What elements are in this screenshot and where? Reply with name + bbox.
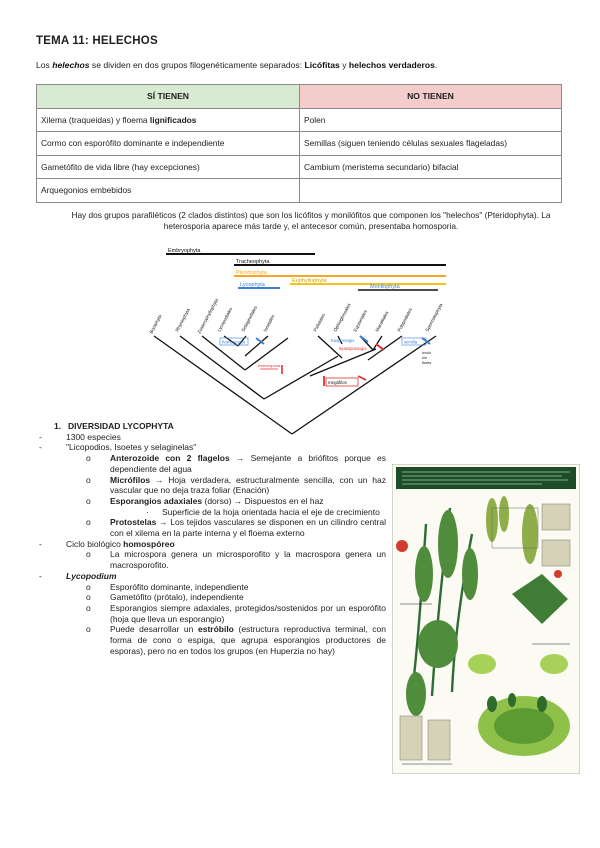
- outline-text-part: → Semejante a briófitos porque es dependiente del agua: [110, 453, 386, 474]
- tip-polypodiales: Polypodiales: [396, 307, 414, 333]
- cell-si: [37, 108, 300, 132]
- bullet-marker: -: [39, 442, 42, 453]
- cell-text: Cormo con esporófito dominante e independiente: [41, 138, 225, 148]
- outline-item: [36, 475, 386, 496]
- label-embryophyta: Embryophyta: [168, 248, 201, 254]
- outline-text-part: Esporangios siempre adaxiales, protegidos/sostenidos por un esporófito (hoja que lleva un esporangio): [110, 602, 386, 624]
- outline-text-part: Anterozoide con 2 flagelos: [110, 453, 230, 464]
- outline-text-part: Esporangios adaxiales: [110, 495, 203, 506]
- outline-text: [66, 571, 386, 582]
- outline-text-part: → Los tejidos vasculares se disponen en un cilindro central con el xilema en la parte interna y el floema externo: [110, 517, 386, 539]
- outline-item: [36, 517, 386, 538]
- bullet-marker: ·: [146, 506, 149, 517]
- table-row: [37, 132, 562, 156]
- outline-item: [36, 624, 386, 656]
- outline-item: [36, 592, 386, 603]
- tip-marattiales: Marattiales: [374, 310, 390, 333]
- cell-si: [37, 155, 300, 179]
- lycopodium-life-cycle-plate: [392, 464, 580, 774]
- outline-text-part: Micrófilos: [110, 474, 151, 485]
- cell-si: [37, 179, 300, 203]
- cell-no: Cambium (meristema secundario) bifacial: [300, 155, 562, 179]
- label-pteridophyta: Pteridophyta: [236, 270, 267, 276]
- outline-text: [162, 507, 386, 518]
- lycophyta-outline: [36, 421, 386, 656]
- leptosporangio-label: leptosporangio: [339, 346, 367, 351]
- tip-zosterophyllophyta: Zosterophyllophyta: [196, 297, 220, 335]
- bullet-marker: 1.: [54, 421, 62, 431]
- tree-branches: [154, 336, 436, 434]
- outline-text-part: (dorso) → Dispuestos en el haz: [202, 495, 324, 506]
- outline-text-part: homospóreo: [123, 538, 175, 549]
- intro-helechos: helechos: [52, 60, 90, 70]
- outline-text: [66, 442, 386, 453]
- table-row: [37, 155, 562, 179]
- outline-text-part: Esporófito dominante, independiente: [110, 581, 249, 592]
- outline-text: [110, 624, 386, 656]
- side-note-ovulo: óvulo: [422, 351, 432, 355]
- phylogenetic-tree: [140, 246, 460, 436]
- bullet-marker: o: [86, 592, 91, 603]
- outline-item: [36, 442, 386, 453]
- bullet-marker: o: [86, 495, 91, 506]
- bullet-marker: -: [39, 538, 42, 549]
- outline-text: [110, 582, 386, 593]
- tip-psilotales: Psilotales: [312, 312, 327, 333]
- outline-item: [36, 571, 386, 582]
- bullet-marker: o: [86, 549, 91, 560]
- tip-bryophyta: Bryophyta: [148, 313, 163, 335]
- cell-no: Semillas (siguen teniendo células sexuales flageladas): [300, 132, 562, 156]
- bullet-marker: o: [86, 517, 91, 528]
- outline-item: [36, 496, 386, 507]
- intro-sentence: [36, 60, 437, 71]
- outline-text-part: estróbilo: [197, 624, 234, 635]
- paraphyly-paragraph: Hay dos grupos parafiléticos (2 clados distintos) que son los licófitos y monilófitos que componen los "helechos" (Pteridophyta). La heterosporia aparece más tarde y, el antecesor común, presentaba homosporia.: [71, 210, 551, 232]
- intro-text: Los: [36, 60, 53, 70]
- outline-text: [110, 517, 386, 538]
- homosporia-mark: [220, 338, 264, 345]
- homosporia-label: homosporia: [222, 339, 245, 345]
- label-tracheophyta: Tracheophyta: [236, 259, 270, 265]
- outline-text-part: Gametófito (prótalo), independiente: [110, 592, 244, 603]
- outline-text-part: La microspora genera un microsporofito y la macrospora genera un macrosporofito.: [110, 549, 386, 571]
- outline-item: [36, 539, 386, 550]
- outline-item: [36, 603, 386, 624]
- intro-licofitas: Licófitas: [304, 60, 340, 70]
- outline-text-part: Superficie de la hoja orientada hacia el eje de crecimiento: [162, 506, 380, 517]
- outline-item: [36, 432, 386, 443]
- cell-text: Gametófito de vida libre (hay excepciones): [41, 161, 200, 172]
- cell-bold: lignificados: [149, 114, 197, 125]
- side-note-sin: sin: [422, 356, 427, 360]
- cell-no: Polen: [300, 108, 562, 132]
- outline-item: [36, 421, 386, 432]
- bullet-marker: o: [86, 453, 91, 464]
- bullet-marker: -: [39, 570, 42, 581]
- outline-text: [66, 539, 386, 550]
- megafilos-label: megáfilos: [328, 380, 347, 385]
- outline-text: [66, 432, 386, 443]
- tip-selaginellales: Selaginellales: [240, 305, 259, 333]
- label-monilophyta: Monilophyta: [370, 284, 400, 290]
- outline-text-part: Ciclo biológico: [66, 538, 124, 549]
- tip-isoetales: Isoetales: [262, 313, 276, 333]
- outline-text-part: → Hoja verdadera, estructuralmente sencilla, con un haz vascular que no deja traza foliar (Enación): [110, 474, 386, 496]
- outline-item: [36, 453, 386, 474]
- table-row: [37, 179, 562, 203]
- outline-text: [110, 603, 386, 624]
- outline-text: [110, 475, 386, 496]
- bullet-marker: o: [86, 581, 91, 592]
- outline-text-part: Puede desarrollar un: [110, 624, 198, 635]
- comparison-table: [36, 84, 562, 203]
- outline-text: [110, 453, 386, 474]
- header-no-tienen: NO TIENEN: [300, 85, 562, 109]
- outline-text-part: DIVERSIDAD LYCOPHYTA: [68, 421, 174, 431]
- outline-text-part: 1300 especies: [66, 431, 121, 442]
- bullet-marker: o: [86, 474, 91, 485]
- bullet-marker: o: [86, 624, 91, 635]
- cell-text: Xilema (traqueidas) y floema: [41, 114, 150, 125]
- semilla-label: semilla: [404, 339, 418, 345]
- label-lycophyta: Lycophyta: [240, 282, 265, 288]
- intro-helechos-verdaderos: helechos verdaderos: [348, 60, 435, 70]
- semilla-mark: [402, 338, 431, 365]
- page-title: TEMA 11: HELECHOS: [36, 35, 158, 47]
- tip-ophioglossales: Ophioglossales: [332, 302, 352, 333]
- cell-no: [300, 179, 562, 203]
- tip-spermatophyta: Spermatophyta: [424, 302, 444, 333]
- cell-si: [37, 132, 300, 156]
- table-row: [37, 108, 562, 132]
- outline-text: [110, 549, 386, 570]
- bullet-marker: -: [39, 431, 42, 442]
- label-euphyllophyta: Euphyllophyta: [292, 278, 327, 284]
- outline-text-part: Protostelas: [110, 517, 157, 528]
- outline-text-part: (estructura reproductiva terminal, con forma de cono o espiga, que agrupa esporangios productores de esporas), pero no en todos los grupos (en Huperzia no hay): [110, 624, 386, 656]
- intro-text: y: [339, 60, 349, 70]
- cell-text: Arquegonios embebidos: [41, 185, 132, 195]
- side-note-flores: flores: [422, 361, 432, 365]
- outline-text: [110, 496, 386, 507]
- outline-item: [36, 507, 386, 518]
- outline-text-part: Lycopodium: [66, 570, 117, 581]
- outline-item: [36, 582, 386, 593]
- outline-text: [110, 592, 386, 603]
- outline-item: [36, 549, 386, 570]
- heterosporia-label: heterosporia: [258, 363, 281, 368]
- tip-rhyniophyta: Rhyniophyta: [174, 307, 191, 333]
- intro-text: .: [434, 60, 438, 70]
- tip-lycopodiales: Lycopodiales: [216, 306, 234, 333]
- intro-text: se dividen en dos grupos filogenéticamente separados:: [89, 60, 305, 70]
- megafilos-mark: [324, 376, 366, 386]
- tip-equisetales: Equisetales: [352, 309, 369, 333]
- eusporangio-label: Eusporangio: [331, 338, 355, 343]
- outline-text-part: "Licopodios, Isoetes y selaginelas": [66, 442, 197, 453]
- bullet-marker: o: [86, 602, 91, 613]
- header-si-tienen: SÍ TIENEN: [37, 85, 300, 109]
- heterosporia-mark: [258, 363, 282, 374]
- leptosporangio-mark: [339, 344, 384, 351]
- outline-text: [68, 421, 386, 432]
